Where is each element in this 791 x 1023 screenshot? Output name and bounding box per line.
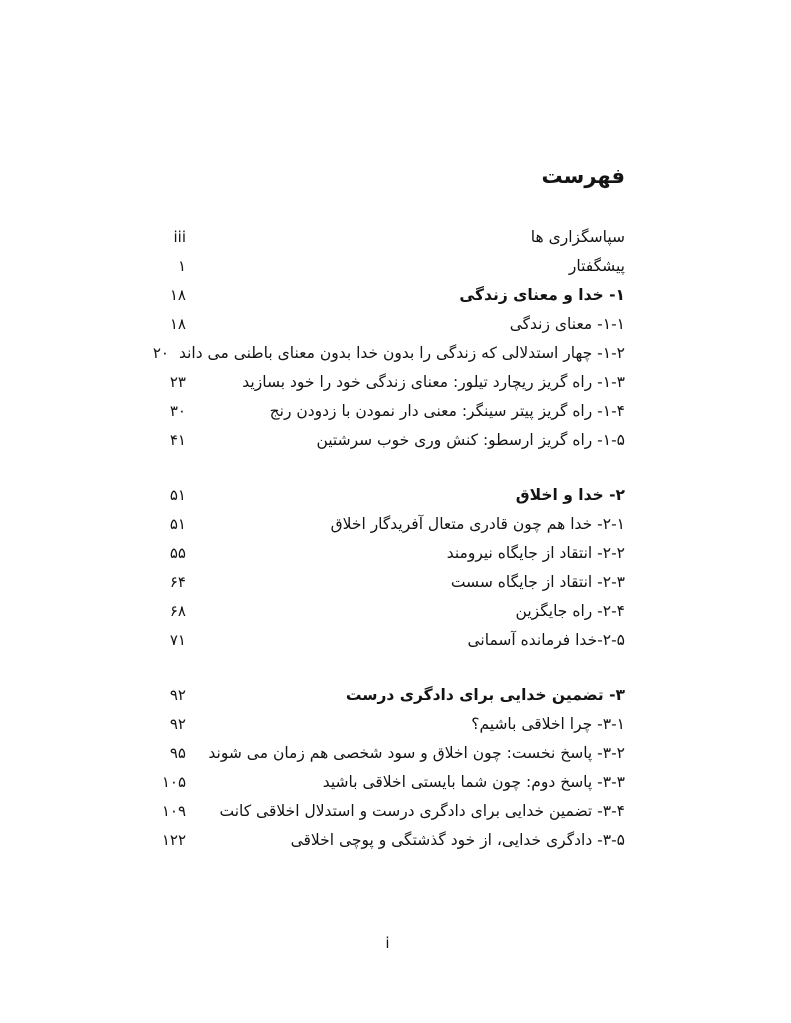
- toc-entry-label: سپاسگزاری ها: [530, 228, 625, 246]
- toc-entry: [140, 739, 625, 768]
- toc-entry: [140, 768, 625, 797]
- toc-entry-page: ۷۱: [169, 631, 186, 649]
- toc-entry: [140, 539, 625, 568]
- toc-entry: [140, 310, 625, 339]
- toc-entry-label: ۲-۵-خدا فرمانده آسمانی: [467, 631, 625, 649]
- toc-group: [140, 481, 625, 655]
- toc-entry-label: ۳-۴- تضمین خدایی برای دادگری درست و استدلال اخلاقی کانت: [219, 802, 625, 820]
- toc-entry: [140, 368, 625, 397]
- toc-entry: [140, 252, 625, 281]
- page-title: فهرست: [541, 164, 625, 188]
- toc-entry: [140, 597, 625, 626]
- toc-entry-page: ۱: [177, 257, 186, 275]
- toc-entry-label: ۳- تضمین خدایی برای دادگری درست: [345, 686, 625, 704]
- toc-entry: [140, 681, 625, 710]
- toc-entry-label: ۲-۱- خدا هم چون قادری متعال آفریدگار اخلاق: [330, 515, 625, 533]
- toc-entry: [140, 339, 625, 368]
- toc-entry-page: ۶۴: [169, 573, 186, 591]
- toc-entry-label: ۲-۴- راه جایگزین: [515, 602, 625, 620]
- toc-entry-page: ۱۸: [169, 286, 186, 304]
- footer-page-number: i: [385, 934, 390, 952]
- toc-entry-page: ۹۵: [169, 744, 186, 762]
- toc-entry-label: ۳-۱- چرا اخلاقی باشیم؟: [471, 715, 625, 733]
- toc-entry-label: ۳-۲- پاسخ نخست: چون اخلاق و سود شخصی هم زمان می شوند: [208, 744, 625, 762]
- toc-entry-page: ۵۱: [169, 515, 186, 533]
- toc-entry-page: ۳۰: [169, 402, 186, 420]
- toc-entry-label: پیشگفتار: [568, 257, 625, 275]
- toc-entry-page: ۱۰۵: [161, 773, 186, 791]
- toc-entry-page: ۱۸: [169, 315, 186, 333]
- toc-entry: [140, 426, 625, 455]
- toc-entry-page: ۵۱: [169, 486, 186, 504]
- toc-entry-label: ۲- خدا و اخلاق: [515, 486, 625, 504]
- toc-entry: [140, 568, 625, 597]
- toc-group: [140, 223, 625, 455]
- toc-entry-page: ۲۰: [152, 344, 169, 362]
- toc: [140, 223, 625, 855]
- toc-entry: [140, 826, 625, 855]
- toc-entry: [140, 223, 625, 252]
- toc-entry-page: ۲۳: [169, 373, 186, 391]
- toc-entry-page: ۶۸: [169, 602, 186, 620]
- toc-entry-label: ۱-۴- راه گریز پیتر سینگر: معنی دار نمودن با زدودن رنج: [269, 402, 625, 420]
- toc-entry: [140, 481, 625, 510]
- toc-entry-page: ۱۰۹: [161, 802, 186, 820]
- toc-entry-page: ۴۱: [169, 431, 186, 449]
- toc-entry-page: ۹۲: [169, 686, 186, 704]
- toc-entry: [140, 626, 625, 655]
- toc-entry-label: ۱-۱- معنای زندگی: [509, 315, 625, 333]
- toc-entry-label: ۲-۲- انتقاد از جایگاه نیرومند: [446, 544, 625, 562]
- toc-entry-page: iii: [173, 228, 186, 246]
- toc-entry: [140, 281, 625, 310]
- toc-entry-label: ۱-۳- راه گریز ریچارد تیلور: معنای زندگی خود را خود بسازید: [242, 373, 625, 391]
- toc-entry-label: ۱-۲- چهار استدلالی که زندگی را بدون خدا بدون معنای باطنی می داند: [178, 344, 625, 362]
- toc-entry-label: ۱- خدا و معنای زندگی: [459, 286, 625, 304]
- toc-group: [140, 681, 625, 855]
- toc-entry-page: ۱۲۲: [161, 831, 186, 849]
- toc-entry: [140, 710, 625, 739]
- toc-entry: [140, 510, 625, 539]
- toc-entry-label: ۱-۵- راه گریز ارسطو: کنش وری خوب سرشتین: [316, 431, 625, 449]
- toc-entry: [140, 797, 625, 826]
- toc-entry-label: ۳-۳- پاسخ دوم: چون شما بایستی اخلاقی باشید: [322, 773, 625, 791]
- toc-entry-label: ۳-۵- دادگری خدایی، از خود گذشتگی و پوچی اخلاقی: [290, 831, 625, 849]
- toc-entry-label: ۲-۳- انتقاد از جایگاه سست: [450, 573, 625, 591]
- toc-entry: [140, 397, 625, 426]
- toc-entry-page: ۹۲: [169, 715, 186, 733]
- toc-entry-page: ۵۵: [169, 544, 186, 562]
